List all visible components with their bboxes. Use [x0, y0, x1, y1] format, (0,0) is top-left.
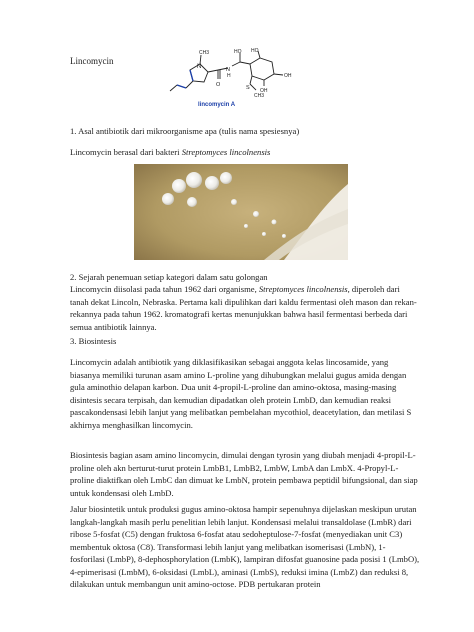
h-atom-label: H	[227, 73, 231, 79]
biosynthesis-paragraph-3: Jalur biosintetik untuk produksi gugus amino-oktosa hampir sepenuhnya dijelaskan meskipun urutan langkah-langkah masih perlu penelitian lebih lanjut. Kondensasi melalui transaldolase (LmbR) dari ribose 5-fosfat (C5) dengan fruktosa 6-fosfat atau sedoheptulose-7-fosfat (menyediakan unit C3) membentuk oktosa (C8). Transformasi lebih lanjut yang melibatkan isomerisasi (LmbN), 1-fosforilasi (LmbP), 8-dephosphorylation (LmbK), lampiran difosfat guanosine pada posisi 1 (LmbO), 4-epimerisasi (LmbM), 6-oksidasi (LmbL), aminasi (LmbS), reduksi imina (LmbZ) dan reduksi 8, dilakukan untuk membangun unit amino-octose. PDB pertukaran protein	[70, 504, 420, 589]
ch3-label: CH3	[199, 50, 210, 56]
s-atom-label: S	[246, 85, 250, 91]
ho-label-1: HO	[234, 49, 242, 55]
biosynthesis-paragraph-1: Lincomycin adalah antibiotik yang diklasifikasikan sebagai anggota kelas lincosamide, yang biasanya memiliki turunan asam amino L-proline yang dihubungkan melalui gugus amida dengan gula aminothio delapan karbon. Dua unit 4-propil-L-proline dan amino-oktosa, masing-masing disintesis secara terpisah, dan kemudian dipadatkan oleh protein LmbD, dan kemudian reaksi pascakondensasi lebih lanjut yang melibatkan pembelahan mycothiol, deacetylation, dan metilasi S akhirnya menghasilkan lincomycin.	[70, 357, 412, 430]
document-title: Lincomycin	[70, 56, 114, 66]
lincomycin-structure-diagram	[150, 48, 300, 110]
question-2-paragraph	[70, 283, 420, 333]
question-1-answer	[70, 146, 420, 159]
sch3-label: CH3	[254, 93, 265, 99]
biosynthesis-paragraph-2: Biosintesis bagian asam amino lincomycin, dimulai dengan tyrosin yang diubah menjadi 4-propil-L-proline oleh akn berturut-turut protein LmbB1, LmbB2, LmbW, LmbA dan LmbX. 4-Propyl-L-proline diaktifkan oleh LmbC dan dimuat ke LmbN, protein pembawa peptidil bifungsional, dan siap untuk kondensasi oleh LmbD.	[70, 450, 418, 498]
ho-label-2: HO	[251, 48, 259, 54]
question-2-heading: 2. Sejarah penemuan setiap kategori dalam satu golongan	[70, 272, 268, 282]
n-atom-label: N	[197, 64, 202, 70]
structure-caption: lincomycin A	[198, 102, 236, 108]
nh-atom-label: N	[226, 67, 230, 73]
answer-text: Lincomycin berasal dari bakteri	[70, 147, 182, 157]
species-name: Streptomyces lincolnensis	[258, 284, 348, 294]
question-3-heading: 3. Biosintesis	[70, 336, 117, 346]
bacterial-colonies-photo	[134, 164, 348, 260]
oh-label-1: OH	[284, 73, 292, 79]
oh-label-2: OH	[260, 88, 268, 94]
o-atom-label: O	[216, 82, 221, 88]
paragraph-text-start: Lincomycin diisolasi pada tahun 1962 dari organisme,	[70, 284, 259, 294]
species-name: Streptomyces lincolnensis	[181, 147, 271, 157]
paragraph-text-rest: , diperoleh dari tanah dekat Lincoln, Nebraska. Pertama kali dipulihkan dari kaldu fermentasi oleh mason dan rekan-rekannya pada tahun 1962. kromatografi kertas menunjukkan bahwa hasil fermentasi berbeda dari semua antibiotik lainnya.	[70, 284, 417, 332]
question-1-heading: 1. Asal antibiotik dari mikroorganisme apa (tulis nama spesiesnya)	[70, 126, 300, 136]
